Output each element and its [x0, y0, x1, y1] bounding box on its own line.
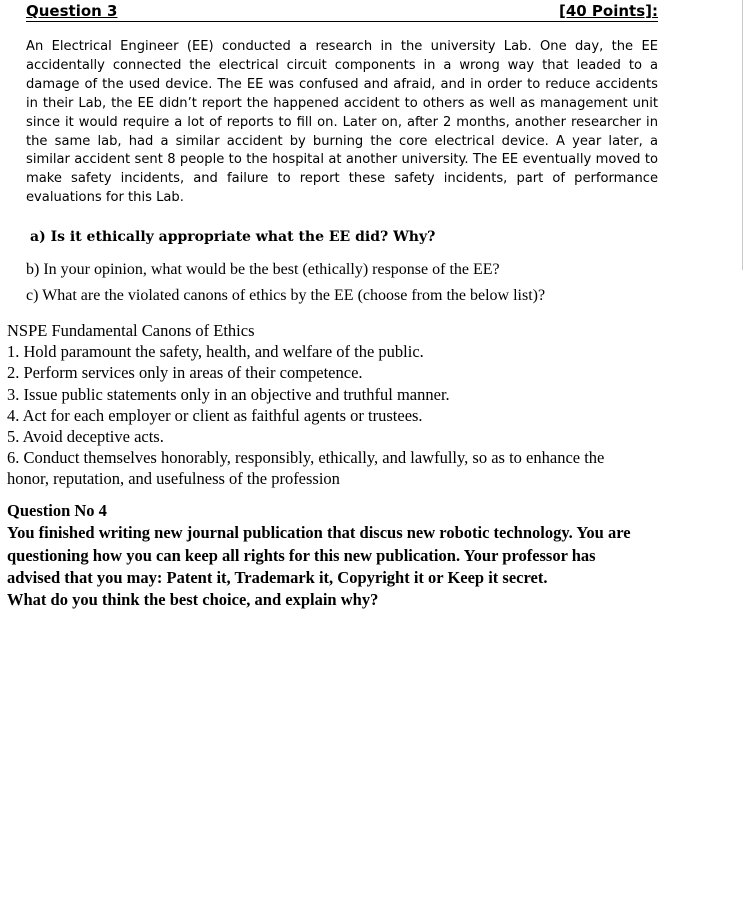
page-edge-rule — [742, 0, 743, 270]
question-3-part-a: a) Is it ethically appropriate what the EE did? Why? — [30, 229, 436, 245]
canon-item: 4. Act for each employer or client as faithful agents or trustees. — [7, 405, 423, 425]
question-3-points: [40 Points]: — [558, 2, 658, 20]
question-4-title: Question No 4 — [7, 501, 107, 520]
question-3-title: Question 3 — [26, 2, 118, 20]
canon-item: 6. Conduct themselves honorably, responsibly, ethically, and lawfully, so as to enhance the honor, reputation, and usefulness of the profession — [7, 448, 605, 489]
canon-item: 5. Avoid deceptive acts. — [7, 427, 164, 447]
question-3-part-c: c) What are the violated canons of ethics by the EE (choose from the below list)? — [26, 287, 546, 304]
question-4-prompt: What do you think the best choice, and explain why? — [7, 590, 379, 610]
canon-item: 1. Hold paramount the safety, health, and welfare of the public. — [7, 342, 424, 362]
question-3-part-b: b) In your opinion, what would be the best (ethically) response of the EE? — [26, 261, 500, 278]
question-4-body: You finished writing new journal publication that discus new robotic technology. You are questioning how you can keep all rights for this new publication. Your professor has advised that you may: Patent it, Trademark it, Copyright it or Keep it secret. — [7, 523, 631, 587]
question-3-header — [26, 2, 658, 22]
question-3-scenario: An Electrical Engineer (EE) conducted a research in the university Lab. One day, the EE accidentally connected the electrical circuit components in a wrong way that leaded to a damage of the used device. The EE was confused and afraid, and in order to reduce accidents in their Lab, the EE didn’t report the happened accident to others as well as management unit since it would require a lot of reports to fill on. Later on, after 2 months, another researcher in the same lab, had a similar accident by burning the core electrical device. A year later, a similar accident sent 8 people to the hospital at another university. The EE eventually moved to make safety incidents, and failure to report these safety incidents, part of performance evaluations for this Lab. — [26, 39, 658, 206]
canons-heading: NSPE Fundamental Canons of Ethics — [7, 321, 255, 340]
canon-item: 2. Perform services only in areas of their competence. — [7, 363, 363, 383]
nspe-canons-list — [7, 320, 637, 490]
question-4 — [7, 500, 647, 611]
canon-item: 3. Issue public statements only in an objective and truthful manner. — [7, 384, 450, 404]
